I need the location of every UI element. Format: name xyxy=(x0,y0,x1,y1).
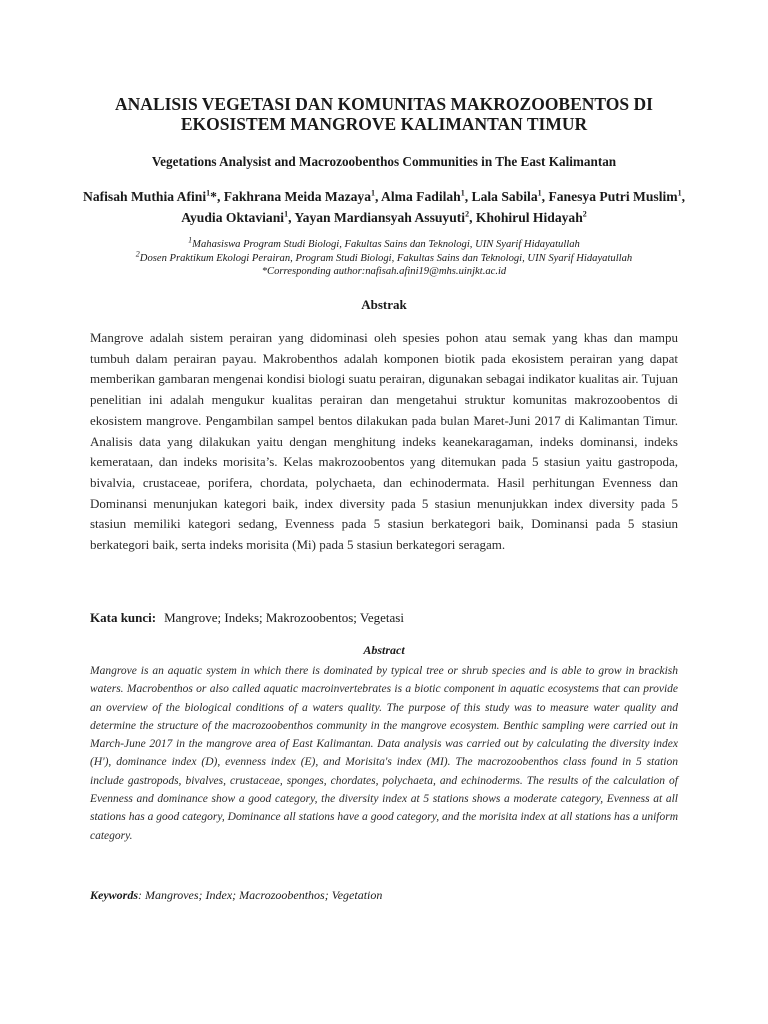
author-name: Yayan Mardiansyah Assuyuti xyxy=(294,210,466,225)
author-name: Alma Fadilah xyxy=(381,189,461,204)
author-name: Khohirul Hidayah xyxy=(475,210,583,225)
author-name: Fanesya Putri Muslim xyxy=(548,189,678,204)
author-affil-mark: 1 xyxy=(460,188,465,198)
keywords-value: : Mangroves; Index; Macrozoobenthos; Vegetation xyxy=(138,888,383,902)
author-affil-mark: 2 xyxy=(582,209,587,219)
affiliation-mark: 2 xyxy=(135,248,140,258)
affiliation-2 xyxy=(40,248,728,266)
abstrak-heading: Abstrak xyxy=(361,297,407,312)
corresponding-author xyxy=(40,265,728,279)
abstrak-body: Mangrove adalah sistem perairan yang didominasi oleh spesies pohon atau semak yang khas dan mampu tumbuh dalam perairan payau. Makrobenthos adalah komponen biotik pada ekosistem perairan yang dapat memberikan gambaran mengenai kondisi biologi suatu perairan, digunakan sebagai indikator kualitas air. Tujuan penelitian ini adalah mengukur kualitas perairan dan mengetahui struktur komunitas makrozoobentos di ekosistem mangrove. Pengambilan sampel bentos dilakukan pada bulan Maret-Juni 2017 di Kalimantan Timur. Analisis data yang dilakukan yaitu dengan menghitung indeks keanekaragaman, indeks dominansi, indeks kemerataan, dan indeks morisita’s. Kelas makrozoobentos yang ditemukan pada 5 stasiun yaitu gastropoda, bivalvia, crustaceae, porifera, chordata, polychaeta, dan echinodermata. Hasil perhitungan Evenness dan Dominansi menunjukan kategori baik, index diversity pada 5 stasiun menunjukkan index diversity pada 5 stasiun memiliki kategori sedang, Evenness pada 5 stasiun berkategori baik, Dominansi pada 5 stasiun berkategori baik, serta indeks morisita (Mi) pada 5 stasiun berkategori seragam. xyxy=(90,330,678,553)
author-name: Lala Sabila xyxy=(471,189,538,204)
affiliation-1 xyxy=(40,235,728,252)
affiliation-mark: 1 xyxy=(188,235,193,245)
corresponding-author-text: *Corresponding author:nafisah.afini19@mhs.uinjkt.ac.id xyxy=(261,266,507,277)
author-affil-mark: 1 xyxy=(537,188,542,198)
author-name: Fakhrana Meida Mazaya xyxy=(223,189,371,204)
affiliation-text: Mahasiswa Program Studi Biologi, Fakultas Sains dan Teknologi, UIN Syarif Hidayatullah xyxy=(192,239,580,250)
author-separator: *, xyxy=(210,189,224,204)
keywords-label: Keywords xyxy=(90,888,138,902)
abstract-heading: Abstract xyxy=(363,643,405,657)
author-affil-mark: 1 xyxy=(206,188,211,198)
kata-kunci-value: Mangrove; Indeks; Makrozoobentos; Vegetasi xyxy=(164,610,404,625)
abstract-body: Mangrove is an aquatic system in which there is dominated by typical tree or shrub species and is able to grow in brackish waters. Macrobenthos or also called aquatic macroinvertebrates is a biotic component in aquatic ecosystems that can provide an overview of the biological conditions of a waters quality. The purpose of this study was to measure water quality and determine the structure of the macrozoobenthos community in the mangrove ecosystem. Benthic sampling were carried out in March-June 2017 in the mangrove area of East Kalimantan. Data analysis was carried out by calculating the diversity index (H'), dominance index (D), evenness index (E), and Morisita's index (MI). The macrozoobenthos class found in 5 station include gastropods, bivalves, crustaceae, sponges, chordates, polychaeta, and echinoderms. The results of the calculation of Evenness and dominance show a good category, the diversity index at 5 stations shows a moderate category, Evenness at all stations has a good category, Dominance all stations have a good category, and the morisita index at all stations has a uniform category. xyxy=(90,665,678,842)
affiliation-text: Dosen Praktikum Ekologi Perairan, Program Studi Biologi, Fakultas Sains dan Teknologi, UIN Syarif Hidayatullah xyxy=(139,252,633,264)
author-name: Ayudia Oktaviani xyxy=(181,210,285,225)
author-name: Nafisah Muthia Afini xyxy=(83,189,207,204)
author-separator: , xyxy=(469,210,476,225)
author-separator: , xyxy=(375,189,382,204)
author-affil-mark: 1 xyxy=(677,188,682,198)
author-affil-mark: 2 xyxy=(465,209,470,219)
author-affil-mark: 1 xyxy=(284,209,289,219)
kata-kunci xyxy=(90,609,678,627)
paper-subtitle: Vegetations Analysist and Macrozoobenthos Communities in The East Kalimantan xyxy=(151,154,617,169)
affiliations xyxy=(40,235,728,279)
paper-title xyxy=(60,94,708,134)
title-line-2: EKOSISTEM MANGROVE KALIMANTAN TIMUR xyxy=(180,114,588,134)
author-list xyxy=(70,186,698,228)
keywords xyxy=(90,886,678,904)
author-affil-mark: 1 xyxy=(371,188,375,198)
title-line-1: ANALISIS VEGETASI DAN KOMUNITAS MAKROZOOBENTOS DI xyxy=(115,94,653,114)
author-separator: , xyxy=(541,189,549,204)
kata-kunci-label: Kata kunci: xyxy=(90,610,157,625)
author-separator: , xyxy=(681,189,685,204)
author-separator: , xyxy=(464,189,472,204)
author-separator: , xyxy=(288,210,295,225)
